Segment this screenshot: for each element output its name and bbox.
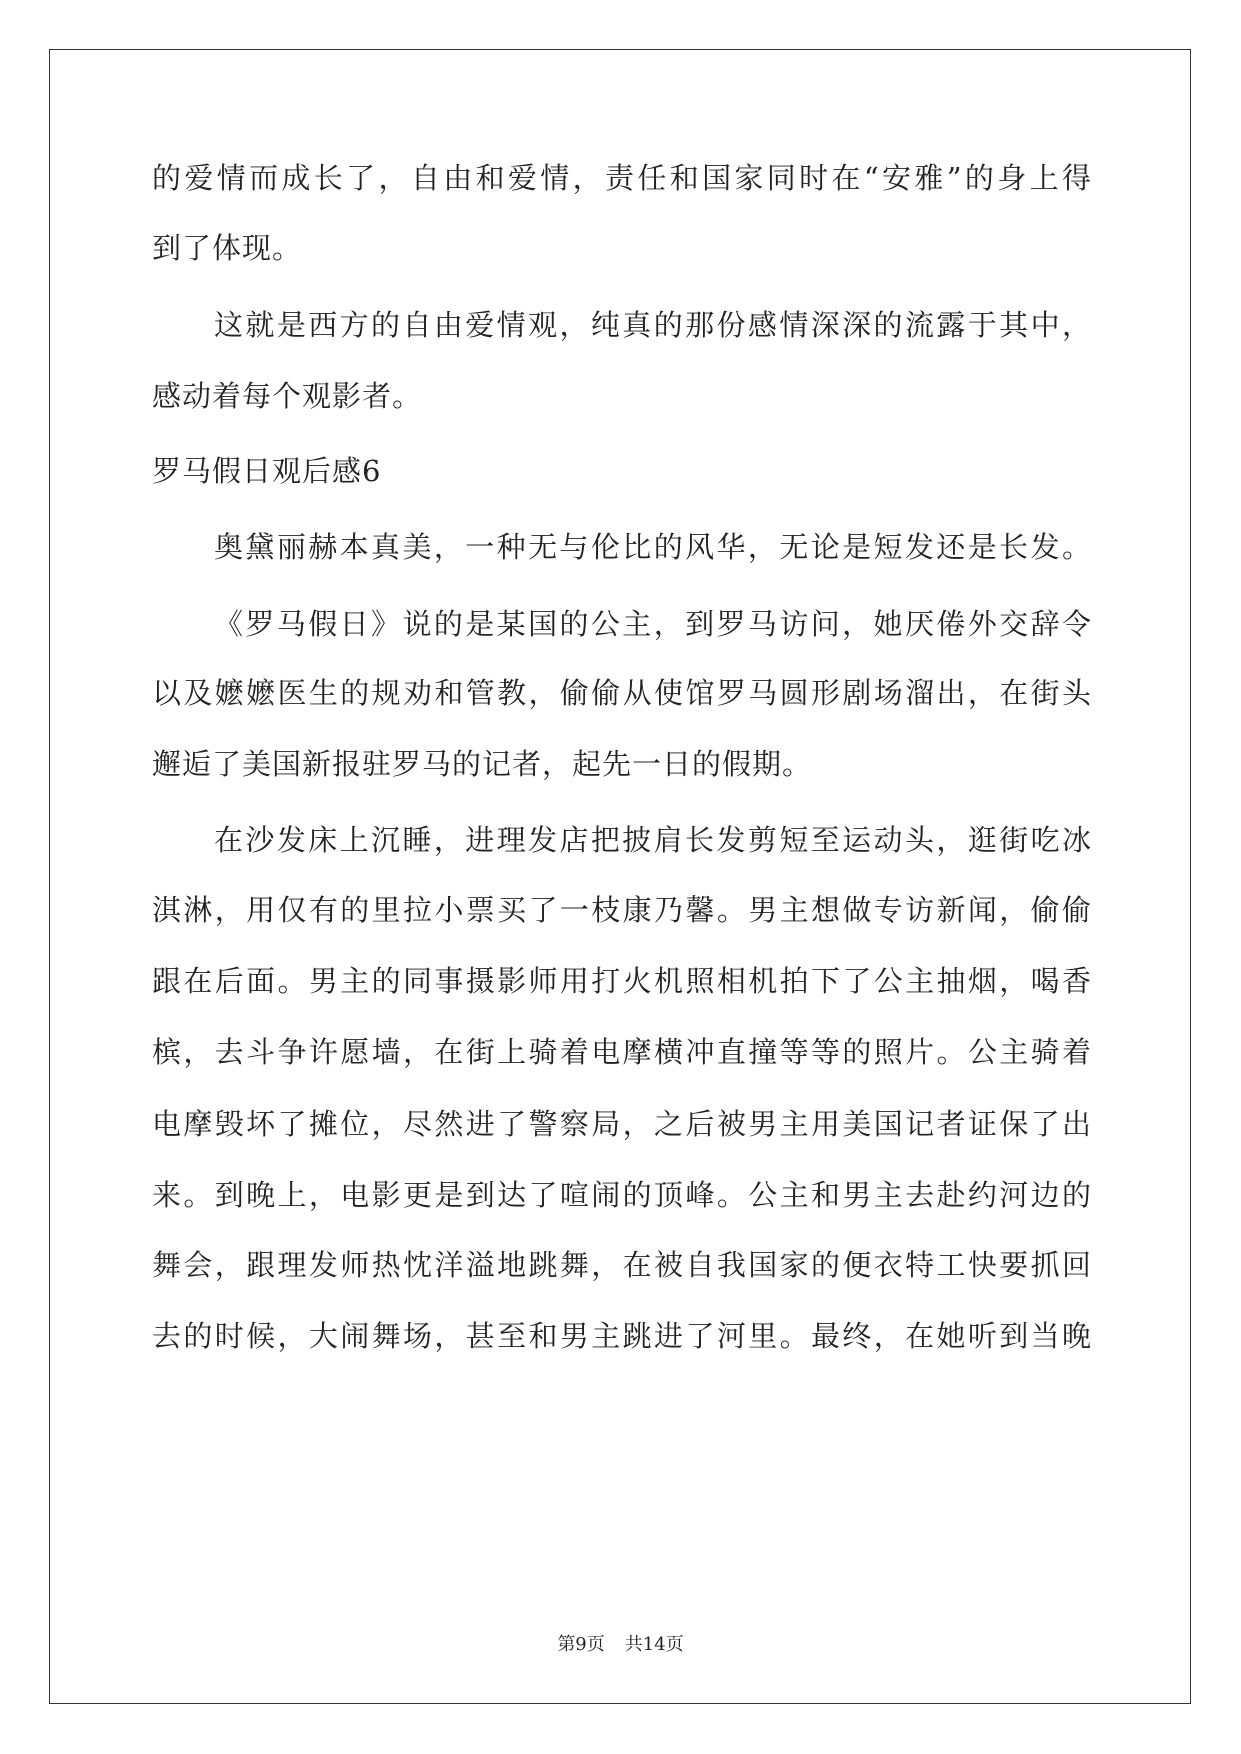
section-heading: 罗马假日观后感6 (152, 454, 382, 488)
paragraph-line: 淇淋，用仅有的里拉小票买了一枝康乃馨。男主想做专访新闻，偷偷 (152, 893, 1092, 927)
paragraph-line: 奥黛丽赫本真美，一种无与伦比的风华，无论是短发还是长发。 (214, 530, 1092, 564)
paragraph-line: 舞会，跟理发师热忱洋溢地跳舞，在被自我国家的便衣特工快要抓回 (152, 1248, 1092, 1282)
paragraph-line: 跟在后面。男主的同事摄影师用打火机照相机拍下了公主抽烟，喝香 (152, 964, 1092, 998)
paragraph-line: 这就是西方的自由爱情观，纯真的那份感情深深的流露于其中， (214, 308, 1092, 342)
paragraph-line: 电摩毁坏了摊位，尽然进了警察局，之后被男主用美国记者证保了出 (152, 1107, 1092, 1141)
paragraph-line: 槟，去斗争许愿墙，在街上骑着电摩横冲直撞等等的照片。公主骑着 (152, 1035, 1092, 1069)
page-footer (0, 1633, 1241, 1657)
paragraph-line: 来。到晚上，电影更是到达了喧闹的顶峰。公主和男主去赴约河边的 (152, 1178, 1092, 1212)
page-border (49, 49, 1191, 1704)
paragraph-line: 感动着每个观影者。 (152, 379, 423, 413)
paragraph-line: 在沙发床上沉睡，进理发店把披肩长发剪短至运动头，逛街吃冰 (214, 823, 1092, 857)
page-number: 第9页 (557, 1634, 605, 1655)
paragraph-line: 去的时候，大闹舞场，甚至和男主跳进了河里。最终，在她听到当晚 (152, 1319, 1092, 1353)
paragraph-line: 邂逅了美国新报驻罗马的记者，起先一日的假期。 (152, 747, 813, 781)
paragraph-line: 《罗马假日》说的是某国的公主，到罗马访问，她厌倦外交辞令 (214, 607, 1092, 641)
paragraph-line: 以及嬷嬷医生的规劝和管教，偷偷从使馆罗马圆形剧场溜出，在街头 (152, 676, 1092, 710)
paragraph-line: 的爱情而成长了，自由和爱情，责任和国家同时在“安雅”的身上得 (152, 161, 1092, 195)
paragraph-line: 到了体现。 (152, 231, 303, 265)
page-total: 共14页 (624, 1634, 684, 1655)
